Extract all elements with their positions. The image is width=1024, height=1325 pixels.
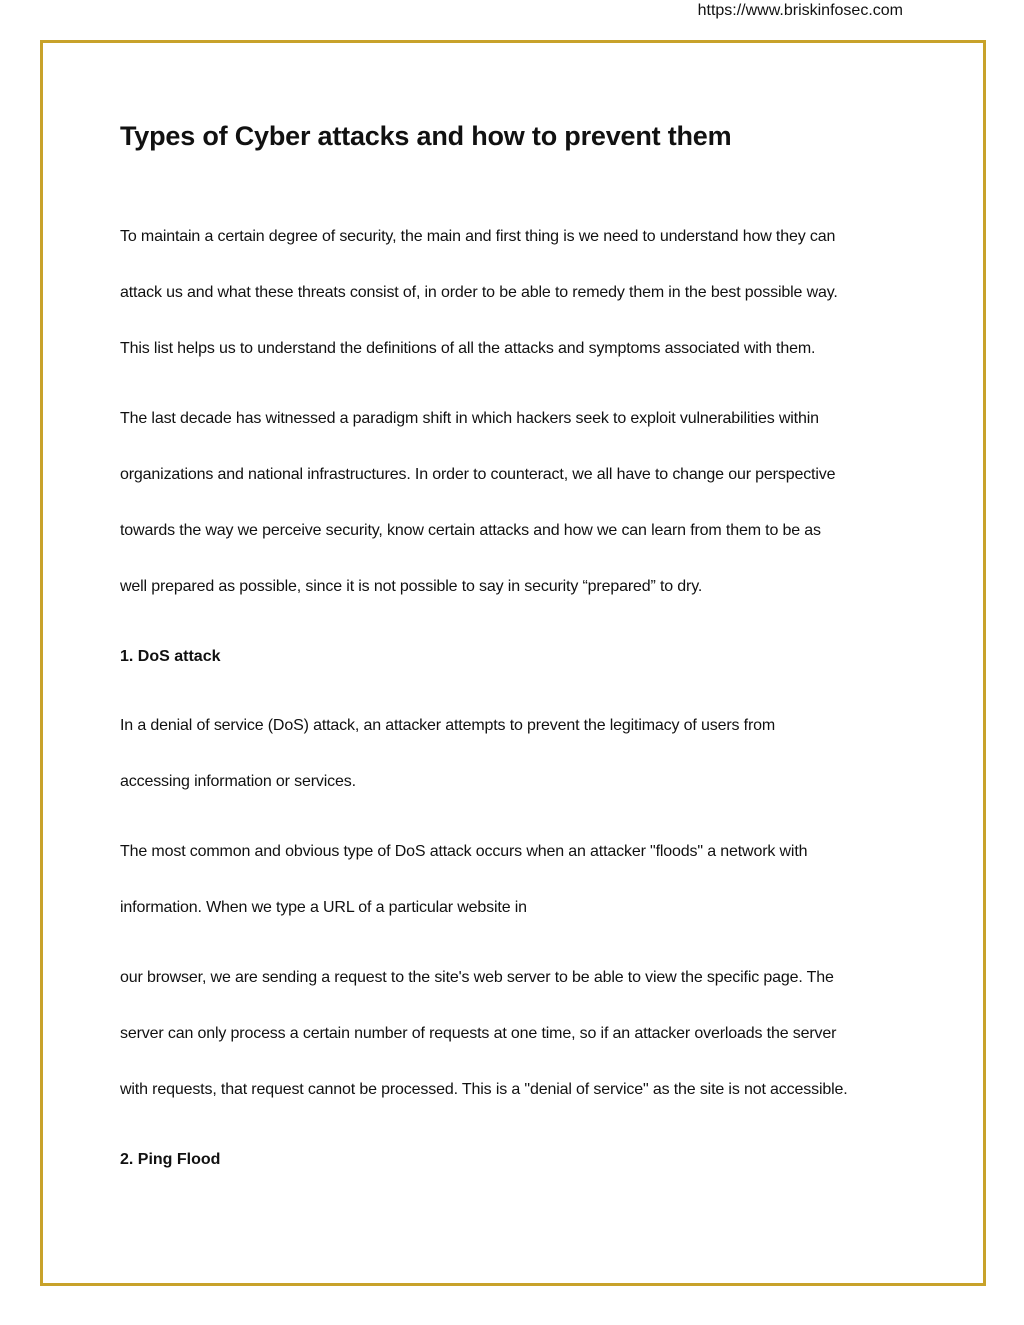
paragraph-line: accessing information or services.: [120, 773, 356, 790]
paragraph-line: The last decade has witnessed a paradigm shift in which hackers seek to exploit vulnerabilities within: [120, 410, 819, 427]
intro-line: This list helps us to understand the definitions of all the attacks and symptoms associated with them.: [120, 340, 816, 357]
paragraph-line: with requests, that request cannot be processed. This is a "denial of service" as the site is not accessible.: [120, 1081, 848, 1098]
paragraph-line: our browser, we are sending a request to the site's web server to be able to view the specific page. The: [120, 969, 834, 986]
paragraph-line: In a denial of service (DoS) attack, an attacker attempts to prevent the legitimacy of users from: [120, 717, 776, 734]
header-url: https://www.briskinfosec.com: [697, 2, 903, 19]
paragraph-line: The most common and obvious type of DoS attack occurs when an attacker "floods" a network with: [120, 843, 808, 860]
intro-line: attack us and what these threats consist of, in order to be able to remedy them in the best possible way.: [120, 284, 838, 301]
section-heading-dos: 1. DoS attack: [120, 648, 221, 665]
paragraph-line: towards the way we perceive security, know certain attacks and how we can learn from them to be as: [120, 522, 821, 539]
paragraph-line: server can only process a certain number of requests at one time, so if an attacker overloads the server: [120, 1025, 837, 1042]
paragraph-line: organizations and national infrastructures. In order to counteract, we all have to change our perspective: [120, 466, 836, 483]
section-heading-ping-flood: 2. Ping Flood: [120, 1151, 221, 1168]
paragraph-line: information. When we type a URL of a particular website in: [120, 899, 527, 916]
document-title: Types of Cyber attacks and how to prevent them: [120, 121, 732, 151]
paragraph-line: well prepared as possible, since it is not possible to say in security “prepared” to dry.: [120, 578, 703, 595]
intro-line: To maintain a certain degree of security, the main and first thing is we need to understand how they can: [120, 228, 836, 245]
